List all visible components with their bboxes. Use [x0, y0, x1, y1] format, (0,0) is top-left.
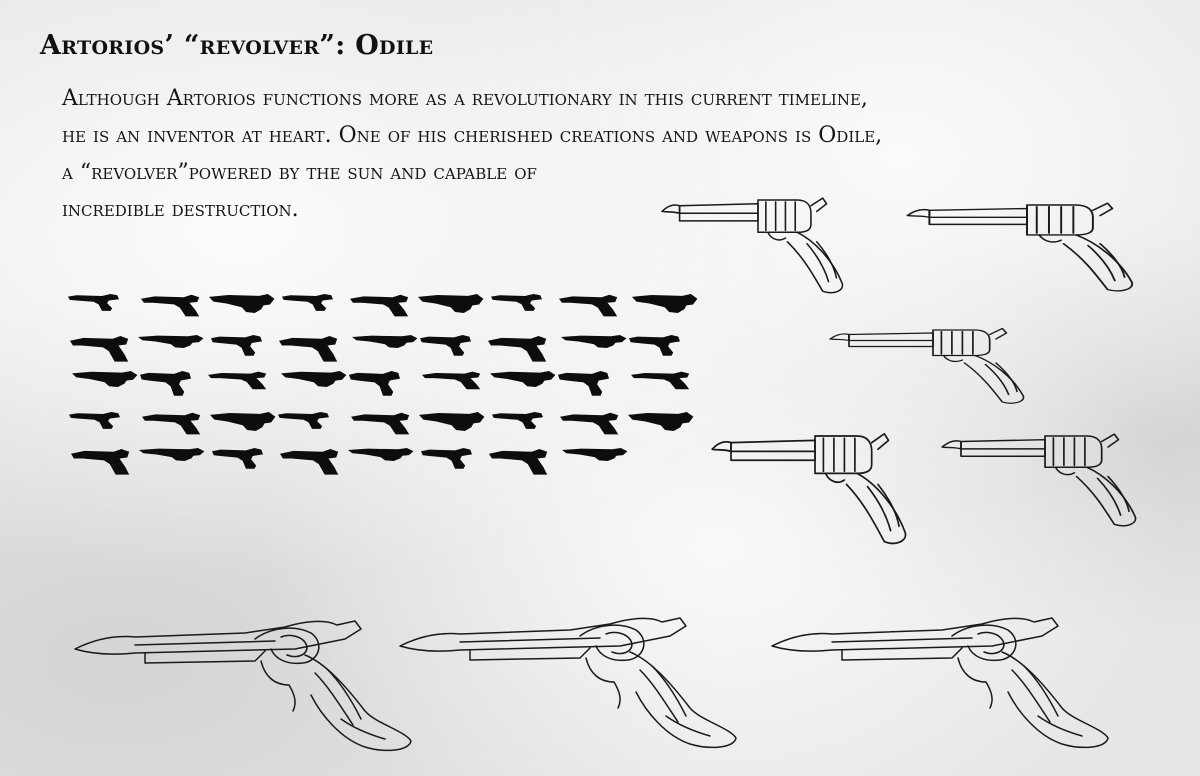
silhouette-thumbnail [629, 335, 680, 356]
silhouette-thumbnail [348, 448, 413, 461]
silhouette-thumbnail [490, 371, 555, 387]
silhouette-thumbnail [280, 449, 338, 475]
silhouette-thumbnail [492, 412, 543, 429]
final-pistol-sketch [75, 621, 411, 750]
silhouette-thumbnail [488, 336, 546, 362]
silhouette-thumbnail [422, 372, 480, 390]
silhouette-thumbnail [420, 335, 471, 356]
silhouette-thumbnail [138, 335, 203, 348]
page-title: Artorios’ “revolver”: Odile [40, 30, 434, 61]
silhouette-thumbnail [212, 448, 263, 469]
silhouette-thumbnail [350, 295, 408, 317]
silhouette-thumbnail [209, 294, 274, 313]
silhouette-thumbnail [140, 371, 191, 396]
silhouette-thumbnail [489, 449, 547, 475]
silhouette-thumbnail [352, 335, 417, 348]
revolver-sketch [662, 198, 843, 293]
silhouette-thumbnail [72, 371, 137, 387]
silhouette-thumbnail [562, 448, 627, 461]
silhouette-thumbnail [142, 413, 200, 435]
silhouette-thumbnail [632, 294, 697, 313]
silhouette-thumbnail [279, 336, 337, 362]
silhouette-thumbnail [351, 413, 409, 435]
revolver-sketch [830, 329, 1023, 404]
silhouette-thumbnail [70, 336, 128, 362]
silhouette-thumbnail [558, 371, 609, 396]
silhouette-thumbnail [349, 371, 400, 396]
silhouette-thumbnail [210, 412, 275, 431]
silhouette-thumbnail [631, 372, 689, 390]
silhouette-thumbnail [628, 412, 693, 431]
silhouette-thumbnail [282, 294, 333, 311]
silhouette-thumbnail [418, 294, 483, 313]
silhouette-thumbnail [560, 413, 618, 435]
silhouette-thumbnail [559, 295, 617, 317]
silhouette-grid [68, 294, 697, 475]
revolver-sketch [942, 434, 1135, 526]
silhouette-thumbnail [68, 294, 119, 311]
description-line: incredible destruction. [62, 197, 299, 222]
silhouette-thumbnail [208, 372, 266, 390]
silhouette-thumbnail [141, 295, 199, 317]
silhouette-thumbnail [561, 335, 626, 348]
description-line: a “revolver”powered by the sun and capable of [62, 160, 537, 185]
description-line: Although Artorios functions more as a revolutionary in this current timeline, [62, 86, 868, 111]
revolver-sketch [907, 203, 1132, 291]
silhouette-thumbnail [139, 448, 204, 461]
silhouette-thumbnail [278, 412, 329, 429]
silhouette-thumbnail [69, 412, 120, 429]
final-pistol-sketch [400, 618, 736, 747]
description-line: he is an inventor at heart. One of his cherished creations and weapons is Odile, [62, 123, 883, 148]
silhouette-thumbnail [71, 449, 129, 475]
silhouette-thumbnail [491, 294, 542, 311]
silhouette-thumbnail [211, 335, 262, 356]
revolver-sketch [712, 434, 905, 544]
silhouette-thumbnail [281, 371, 346, 387]
silhouette-thumbnail [419, 412, 484, 431]
final-pistol-sketch [772, 618, 1108, 747]
silhouette-thumbnail [421, 448, 472, 469]
